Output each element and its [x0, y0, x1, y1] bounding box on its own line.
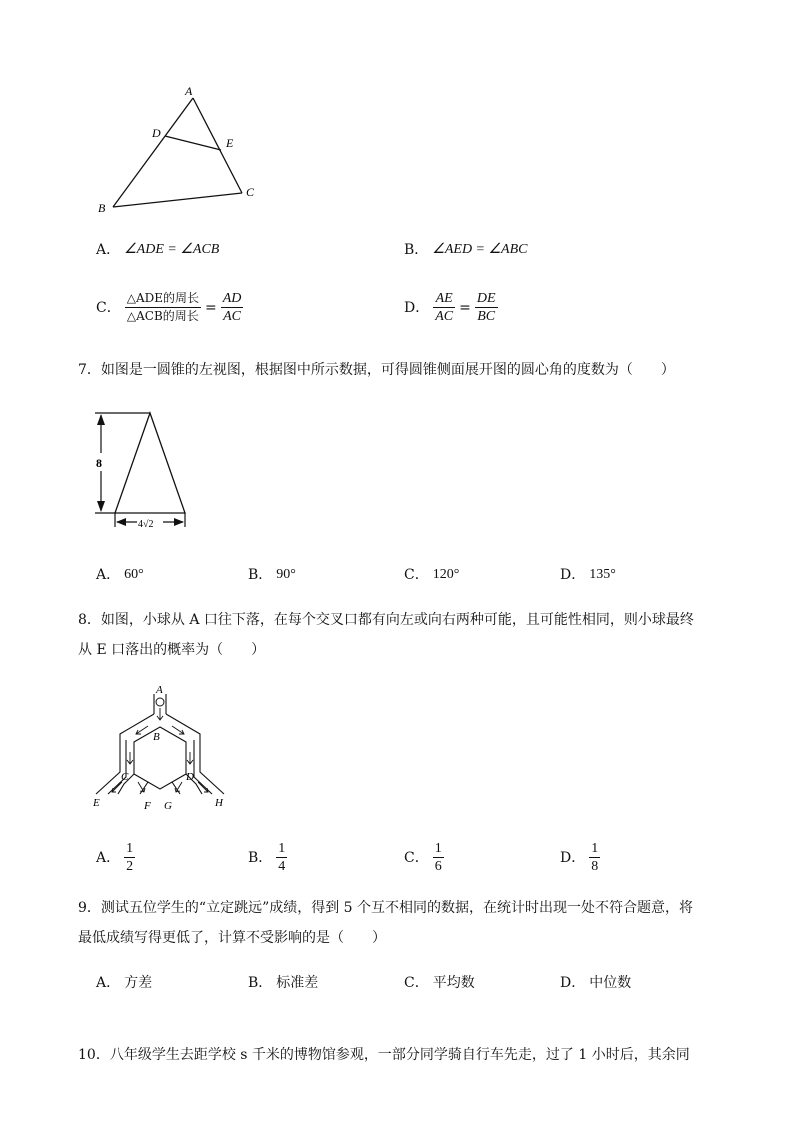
q8-question-line-1: 8．如图，小球从 A 口往下落，在每个交叉口都有向左或向右两种可能，且可能性相同，则小球最终 — [78, 612, 694, 628]
fraction-numerator: 1 — [126, 841, 134, 856]
option-value: 120° — [432, 567, 460, 582]
fraction-numerator: 1 — [434, 841, 442, 856]
option-letter: C． — [404, 975, 429, 991]
option-fraction — [589, 840, 600, 875]
option-letter: B． — [248, 849, 273, 866]
option-expr: ∠ADE = ∠ACB — [124, 242, 220, 257]
q6-option-b[interactable] — [404, 240, 528, 260]
q8-option-a[interactable] — [96, 840, 135, 875]
q8-option-b[interactable] — [248, 840, 287, 875]
fraction-ad-ac — [221, 290, 244, 325]
fraction-denominator: 8 — [591, 859, 599, 874]
option-letter: B． — [248, 567, 273, 583]
q6-option-c[interactable] — [96, 290, 243, 325]
label-d: D — [152, 126, 161, 140]
label-d: D — [186, 771, 194, 783]
label-b: B — [153, 731, 160, 743]
option-letter: D． — [560, 975, 586, 991]
label-c: C — [246, 185, 255, 199]
option-letter: C． — [404, 567, 429, 583]
q7-question-text: 7．如图是一圆锥的左视图，根据图中所示数据，可得圆锥侧面展开图的圆心角的度数为（ ） — [78, 362, 675, 378]
fraction-denominator: 6 — [434, 859, 442, 874]
q9-option-b[interactable] — [248, 973, 318, 993]
fraction-numerator: 1 — [278, 841, 286, 856]
q6-option-a[interactable] — [96, 240, 219, 260]
q7-option-c[interactable] — [404, 565, 459, 585]
q8-ball-path-figure — [88, 682, 238, 817]
label-f: F — [144, 800, 151, 812]
option-expr: ∠AED = ∠ABC — [432, 242, 528, 257]
q7-option-b[interactable] — [248, 565, 296, 585]
equals-sign: = — [459, 299, 471, 316]
inner-hexagon — [134, 727, 186, 789]
fraction-de-bc — [475, 290, 498, 325]
option-value: 方差 — [124, 975, 153, 991]
option-letter: C． — [404, 849, 429, 866]
fraction-denominator: 4 — [278, 859, 286, 874]
fraction-numerator: △ADE的周长 — [125, 290, 201, 308]
fraction-numerator: DE — [476, 291, 496, 306]
fraction-denominator: △ACB的周长 — [126, 309, 199, 323]
option-value: 135° — [589, 567, 616, 582]
q9-question-line-1: 9．测试五位学生的“立定跳远”成绩，得到 5 个互不相同的数据，在统计时出现一处不符合题意，将 — [78, 900, 694, 916]
arrow-up-head — [97, 414, 105, 425]
q8-question-line-2: 从 E 口落出的概率为（ ） — [78, 642, 266, 658]
option-letter: A． — [96, 975, 121, 991]
label-a: A — [156, 684, 163, 696]
q9-question-line-2: 最低成绩写得更低了，计算不受影响的是（ ） — [78, 930, 386, 946]
label-h: H — [215, 797, 223, 809]
fraction-ae-ac — [433, 290, 455, 325]
option-value: 中位数 — [589, 975, 632, 991]
fraction-denominator: AC — [223, 309, 242, 324]
segment-de — [165, 136, 221, 150]
q8-option-c[interactable] — [404, 840, 444, 875]
arrow-left-head — [116, 518, 126, 526]
outer-wall-right — [166, 714, 224, 794]
option-letter: D． — [560, 567, 586, 583]
option-letter: B． — [404, 242, 429, 258]
label-e: E — [226, 136, 234, 150]
label-c: C — [121, 771, 129, 783]
option-letter: D． — [560, 849, 586, 866]
ball-icon — [156, 698, 164, 706]
option-fraction — [124, 840, 135, 875]
q7-option-d[interactable] — [560, 565, 616, 585]
q8-option-d[interactable] — [560, 840, 600, 875]
option-letter: C． — [96, 299, 121, 316]
q6-option-d[interactable] — [404, 290, 498, 325]
label-e: E — [93, 797, 100, 809]
fraction-denominator: BC — [477, 309, 496, 324]
option-letter: A． — [96, 567, 121, 583]
option-fraction — [433, 840, 444, 875]
height-label: 8 — [96, 456, 102, 470]
arrow-right-head — [174, 518, 184, 526]
fraction-denominator: AC — [435, 309, 454, 324]
option-fraction — [276, 840, 287, 875]
option-value: 60° — [124, 567, 144, 582]
option-letter: B． — [248, 975, 273, 991]
option-value: 平均数 — [432, 975, 475, 991]
label-b: B — [98, 201, 106, 215]
cone-outline — [115, 413, 185, 513]
label-a: A — [185, 84, 193, 98]
q9-option-c[interactable] — [404, 973, 475, 993]
q9-option-a[interactable] — [96, 973, 152, 993]
option-value: 标准差 — [276, 975, 319, 991]
q6-triangle-figure — [88, 80, 268, 220]
base-label: 4√2 — [138, 519, 154, 530]
side-ab — [113, 98, 193, 207]
fraction-numerator: AE — [433, 290, 455, 308]
option-letter: D． — [404, 299, 430, 316]
side-bc — [113, 193, 242, 207]
q9-option-d[interactable] — [560, 973, 631, 993]
option-letter: A． — [96, 242, 121, 258]
q10-question-line-1: 10．八年级学生去距学校 s 千米的博物馆参观，一部分同学骑自行车先走，过了 1 小时后，其余同 — [78, 1047, 690, 1063]
equals-sign: = — [205, 299, 217, 316]
option-value: 90° — [276, 567, 296, 582]
fraction-numerator: AD — [222, 291, 242, 306]
option-letter: A． — [96, 849, 121, 866]
fraction-denominator: 2 — [126, 859, 134, 874]
label-g: G — [164, 800, 172, 812]
arrow-down-head — [97, 501, 105, 512]
q7-cone-figure — [90, 405, 200, 535]
q7-option-a[interactable] — [96, 565, 144, 585]
fraction-numerator: 1 — [591, 841, 599, 856]
fraction-perimeters — [125, 290, 201, 325]
